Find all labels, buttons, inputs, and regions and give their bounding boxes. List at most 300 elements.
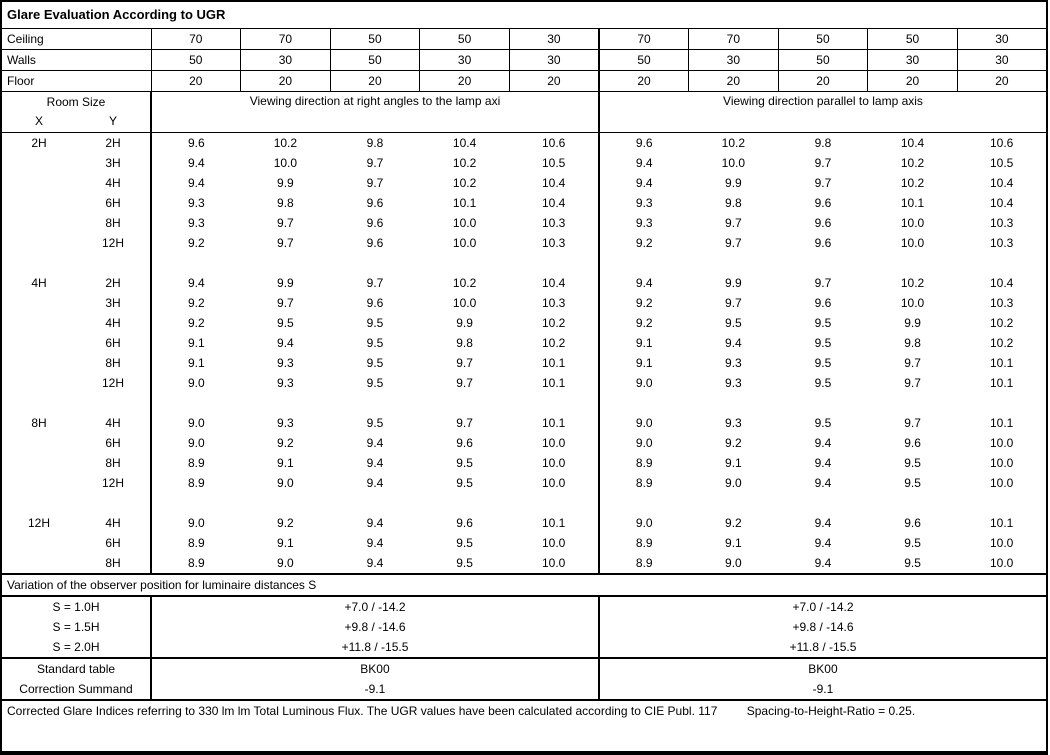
surface-value: 50 (868, 29, 958, 50)
ugr-value: 9.4 (814, 436, 832, 450)
spacer-cell (151, 393, 241, 413)
ugr-value: 8.9 (187, 536, 205, 550)
ugr-x-label (1, 433, 76, 453)
spacer-cell (868, 253, 958, 273)
spacer-row (1, 493, 1047, 513)
ugr-value: 9.5 (814, 356, 832, 370)
ugr-value: 9.5 (904, 556, 921, 570)
summary-label: Correction Summand (1, 679, 151, 700)
ugr-y-label: 6H (76, 433, 151, 453)
ugr-y-label: 3H (76, 153, 151, 173)
ugr-value: 10.3 (541, 296, 566, 310)
ugr-x-label: 2H (31, 136, 47, 150)
ugr-x-label (1, 313, 76, 333)
summary-value-left: BK00 (151, 658, 599, 679)
ugr-value: 10.1 (452, 196, 477, 210)
surface-value: 50 (151, 50, 241, 71)
ugr-value: 10.4 (989, 196, 1014, 210)
ugr-x-label (1, 373, 76, 393)
ugr-value: 9.3 (277, 416, 294, 430)
observer-variation-row (1, 617, 1047, 637)
ugr-value: 8.9 (599, 473, 689, 493)
page-title: Glare Evaluation According to UGR (1, 1, 1047, 29)
spacer-cell (509, 393, 599, 413)
ugr-value: 9.5 (814, 336, 832, 350)
surface-row (1, 50, 1047, 71)
ugr-x-label (1, 153, 76, 173)
ugr-value: 9.4 (814, 536, 832, 550)
ugr-value: 9.5 (725, 316, 742, 330)
spacer-cell (330, 393, 420, 413)
ugr-value: 10.1 (989, 356, 1014, 370)
ugr-value: 9.4 (187, 276, 205, 290)
ugr-value: 9.1 (599, 353, 689, 373)
surface-value: 30 (509, 29, 599, 50)
spacer-row (1, 253, 1047, 273)
ugr-row (1, 373, 1047, 393)
surface-label: Walls (1, 50, 151, 71)
ugr-value: 10.4 (989, 176, 1014, 190)
ugr-value: 9.5 (366, 336, 384, 350)
surface-value: 20 (241, 71, 331, 92)
room-size-x-label: X (34, 114, 43, 128)
ugr-y-label: 4H (76, 173, 151, 193)
ugr-value: 9.2 (277, 436, 294, 450)
observer-variation-row (1, 596, 1047, 617)
surface-value: 20 (778, 71, 868, 92)
ugr-value: 9.2 (187, 316, 205, 330)
ugr-row (1, 473, 1047, 493)
spacer-cell (330, 253, 420, 273)
ugr-value: 9.2 (187, 296, 205, 310)
ugr-value: 10.0 (541, 436, 566, 450)
surface-value: 30 (241, 50, 331, 71)
ugr-y-label: 12H (76, 373, 151, 393)
ugr-y-label: 12H (76, 233, 151, 253)
surface-value: 20 (868, 71, 958, 92)
ugr-y-label: 12H (76, 473, 151, 493)
table-title-row (1, 1, 1047, 29)
footer-note: Corrected Glare Indices referring to 330 lm lm Total Luminous Flux. The UGR values have been calculated according to CIE Publ. 117 (7, 704, 718, 718)
ugr-value: 10.2 (452, 176, 477, 190)
ugr-value: 9.3 (725, 376, 742, 390)
ugr-value: 9.5 (814, 376, 832, 390)
observer-variation-value-left: +7.0 / -14.2 (344, 600, 406, 614)
ugr-value: 9.6 (814, 196, 832, 210)
ugr-row (1, 413, 1047, 433)
ugr-value: 9.9 (277, 176, 294, 190)
ugr-row (1, 513, 1047, 533)
ugr-value: 9.5 (456, 556, 473, 570)
surface-value: 70 (689, 29, 779, 50)
ugr-value: 8.9 (187, 456, 205, 470)
ugr-value: 9.0 (599, 373, 689, 393)
ugr-value: 9.6 (366, 216, 384, 230)
spacer-cell (330, 493, 420, 513)
spacer-cell (241, 493, 331, 513)
ugr-value: 9.4 (814, 556, 832, 570)
ugr-x-label (1, 473, 76, 493)
ugr-value: 10.2 (900, 156, 925, 170)
ugr-value: 9.3 (187, 196, 205, 210)
ugr-y-label: 8H (76, 353, 151, 373)
ugr-value: 9.4 (366, 456, 384, 470)
spacer-cell (778, 493, 868, 513)
ugr-value: 9.8 (366, 136, 384, 150)
ugr-value: 9.8 (277, 196, 294, 210)
ugr-value: 9.7 (366, 176, 384, 190)
spacer-cell (76, 253, 151, 273)
ugr-row (1, 533, 1047, 553)
ugr-value: 9.7 (904, 376, 921, 390)
surface-value: 20 (689, 71, 779, 92)
spacer-cell (599, 493, 689, 513)
ugr-value: 9.8 (814, 136, 832, 150)
ugr-value: 10.3 (541, 216, 566, 230)
ugr-row (1, 213, 1047, 233)
ugr-value: 9.5 (366, 376, 384, 390)
ugr-value: 9.4 (366, 516, 384, 530)
ugr-x-label (1, 293, 76, 313)
ugr-value: 9.6 (456, 516, 473, 530)
spacer-cell (420, 393, 510, 413)
ugr-x-label (1, 333, 76, 353)
summary-value-right: -9.1 (599, 679, 1047, 700)
ugr-value: 9.5 (904, 536, 921, 550)
ugr-row (1, 313, 1047, 333)
surface-value: 70 (241, 29, 331, 50)
ugr-value: 10.2 (541, 316, 566, 330)
ugr-value: 9.8 (725, 196, 742, 210)
ugr-value: 9.2 (725, 436, 742, 450)
ugr-value: 10.0 (989, 436, 1014, 450)
surface-value: 20 (151, 71, 241, 92)
ugr-value: 10.1 (541, 356, 566, 370)
section-header-parallel: Viewing direction parallel to lamp axis (599, 92, 1047, 133)
ugr-row (1, 193, 1047, 213)
ugr-value: 10.2 (989, 316, 1014, 330)
ugr-value: 9.8 (456, 336, 473, 350)
ugr-value: 9.5 (366, 316, 384, 330)
room-size-label: Room Size (46, 95, 106, 109)
ugr-x-label: 8H (31, 416, 47, 430)
ugr-row (1, 273, 1047, 293)
ugr-value: 9.0 (277, 556, 294, 570)
ugr-row (1, 173, 1047, 193)
ugr-value: 10.1 (541, 416, 566, 430)
surface-value: 30 (868, 50, 958, 71)
ugr-value: 9.2 (599, 293, 689, 313)
ugr-row (1, 333, 1047, 353)
spacer-cell (509, 493, 599, 513)
ugr-value: 9.7 (277, 236, 294, 250)
ugr-value: 10.3 (989, 216, 1014, 230)
ugr-value: 9.7 (366, 156, 384, 170)
ugr-value: 9.0 (277, 476, 294, 490)
surface-value: 50 (330, 29, 420, 50)
room-size-axes (2, 112, 150, 132)
ugr-y-label: 6H (76, 333, 151, 353)
room-size-y-label: Y (108, 114, 117, 128)
ugr-value: 10.0 (989, 536, 1014, 550)
ugr-row (1, 353, 1047, 373)
spacer-cell (778, 253, 868, 273)
summary-rows (1, 658, 1047, 700)
ugr-value: 10.3 (989, 296, 1014, 310)
observer-variation-value-right: +7.0 / -14.2 (599, 596, 1047, 617)
ugr-value: 9.4 (366, 436, 384, 450)
spacer-cell (599, 393, 689, 413)
ugr-value: 9.4 (599, 173, 689, 193)
ugr-x-label (1, 453, 76, 473)
spacer-cell (599, 253, 689, 273)
ugr-value: 9.6 (904, 436, 921, 450)
ugr-value: 9.1 (725, 456, 742, 470)
ugr-value: 9.5 (456, 476, 473, 490)
ugr-value: 9.5 (456, 536, 473, 550)
summary-label: Standard table (1, 658, 151, 679)
ugr-value: 10.0 (900, 216, 925, 230)
summary-row (1, 658, 1047, 679)
ugr-value: 10.4 (541, 176, 566, 190)
ugr-value: 9.7 (366, 276, 384, 290)
ugr-value: 8.9 (187, 476, 205, 490)
spacer-cell (689, 393, 779, 413)
ugr-value: 10.1 (900, 196, 925, 210)
section-header-right-angles: Viewing direction at right angles to the lamp axi (151, 92, 599, 133)
ugr-value: 10.4 (541, 276, 566, 290)
surface-value: 30 (420, 50, 510, 71)
surface-value: 30 (957, 29, 1047, 50)
ugr-value: 8.9 (599, 453, 689, 473)
ugr-value: 9.4 (599, 273, 689, 293)
ugr-value: 10.0 (452, 216, 477, 230)
ugr-value: 9.0 (599, 413, 689, 433)
ugr-value: 10.2 (721, 136, 746, 150)
ugr-value: 9.6 (366, 196, 384, 210)
ugr-value: 10.4 (900, 136, 925, 150)
ugr-value: 9.3 (187, 216, 205, 230)
ugr-value: 10.0 (989, 556, 1014, 570)
ugr-value: 9.4 (725, 336, 742, 350)
ugr-value: 9.7 (904, 416, 921, 430)
ugr-value: 9.1 (277, 536, 294, 550)
summary-value-left: -9.1 (364, 682, 386, 696)
ugr-value: 9.6 (814, 296, 832, 310)
ugr-y-label: 4H (76, 413, 151, 433)
ugr-value: 9.3 (599, 193, 689, 213)
surface-label: Ceiling (1, 29, 151, 50)
ugr-value: 9.3 (599, 213, 689, 233)
surface-value: 20 (509, 71, 599, 92)
spacer-cell (689, 253, 779, 273)
ugr-value: 9.2 (599, 313, 689, 333)
ugr-value: 9.7 (456, 356, 473, 370)
ugr-value: 10.6 (989, 136, 1014, 150)
observer-variation-rows (1, 596, 1047, 658)
ugr-x-label: 4H (31, 276, 47, 290)
ugr-value: 9.6 (904, 516, 921, 530)
observer-variation-value-left: +11.8 / -15.5 (341, 640, 409, 654)
room-size-header (1, 92, 151, 133)
ugr-value: 9.5 (904, 456, 921, 470)
footer-row (1, 700, 1047, 753)
observer-variation-row (1, 637, 1047, 658)
observer-variation-value-left: +9.8 / -14.6 (344, 620, 406, 634)
ugr-value: 9.0 (599, 513, 689, 533)
ugr-value: 10.4 (989, 276, 1014, 290)
ugr-x-label: 12H (27, 516, 50, 530)
spacing-height-ratio: Spacing-to-Height-Ratio = 0.25. (746, 704, 916, 718)
ugr-y-label: 6H (76, 533, 151, 553)
ugr-value: 9.5 (456, 456, 473, 470)
ugr-value: 9.5 (814, 416, 832, 430)
surface-value: 20 (957, 71, 1047, 92)
ugr-value: 9.6 (814, 216, 832, 230)
ugr-value: 9.2 (725, 516, 742, 530)
ugr-value: 10.5 (541, 156, 566, 170)
ugr-value: 9.5 (366, 356, 384, 370)
ugr-value: 10.0 (541, 556, 566, 570)
ugr-value: 9.6 (456, 436, 473, 450)
ugr-value: 9.0 (725, 556, 742, 570)
ugr-value: 9.9 (456, 316, 473, 330)
ugr-value: 10.3 (989, 236, 1014, 250)
ugr-value: 10.2 (900, 176, 925, 190)
ugr-x-label (1, 193, 76, 213)
ugr-value: 9.3 (277, 376, 294, 390)
ugr-y-label: 8H (76, 213, 151, 233)
ugr-value: 10.2 (989, 336, 1014, 350)
ugr-value: 9.9 (277, 276, 294, 290)
ugr-y-label: 3H (76, 293, 151, 313)
ugr-value: 9.0 (187, 376, 205, 390)
ugr-value: 10.0 (452, 296, 477, 310)
ugr-value: 9.3 (725, 416, 742, 430)
ugr-y-label: 4H (76, 513, 151, 533)
ugr-value: 10.5 (989, 156, 1014, 170)
surface-value: 70 (599, 29, 689, 50)
spacer-cell (420, 253, 510, 273)
ugr-x-label (1, 533, 76, 553)
ugr-y-label: 2H (76, 273, 151, 293)
ugr-value: 9.0 (187, 436, 205, 450)
ugr-value: 9.3 (277, 356, 294, 370)
spacer-cell (76, 393, 151, 413)
ugr-value: 9.9 (904, 316, 921, 330)
spacer-cell (868, 493, 958, 513)
ugr-value: 9.0 (725, 476, 742, 490)
spacer-cell (509, 253, 599, 273)
ugr-value: 10.2 (452, 276, 477, 290)
ugr-value: 9.7 (814, 176, 832, 190)
ugr-value: 10.1 (989, 416, 1014, 430)
ugr-y-label: 8H (76, 453, 151, 473)
observer-variation-value-right: +9.8 / -14.6 (599, 617, 1047, 637)
ugr-value: 9.2 (277, 516, 294, 530)
ugr-value: 10.0 (989, 456, 1014, 470)
ugr-value: 10.1 (541, 516, 566, 530)
ugr-value: 9.1 (277, 456, 294, 470)
ugr-value: 10.0 (452, 236, 477, 250)
ugr-value: 9.7 (725, 216, 742, 230)
ugr-value: 9.2 (187, 236, 205, 250)
ugr-row (1, 553, 1047, 574)
ugr-row (1, 453, 1047, 473)
ugr-value: 10.0 (273, 156, 298, 170)
summary-row (1, 679, 1047, 700)
surface-value: 50 (330, 50, 420, 71)
ugr-value: 9.7 (277, 296, 294, 310)
ugr-value: 10.0 (721, 156, 746, 170)
observer-variation-label: S = 2.0H (1, 637, 151, 658)
column-header-row (1, 92, 1047, 133)
ugr-value: 9.7 (456, 376, 473, 390)
ugr-value: 10.4 (541, 196, 566, 210)
spacer-cell (241, 253, 331, 273)
observer-variation-value-right: +11.8 / -15.5 (599, 637, 1047, 658)
ugr-value: 9.4 (814, 476, 832, 490)
spacer-cell (420, 493, 510, 513)
surface-value: 50 (599, 50, 689, 71)
surface-value: 50 (420, 29, 510, 50)
ugr-row (1, 233, 1047, 253)
ugr-value: 10.0 (900, 236, 925, 250)
spacer-cell (778, 393, 868, 413)
spacer-row (1, 393, 1047, 413)
ugr-x-label (1, 553, 76, 574)
ugr-value: 10.1 (989, 376, 1014, 390)
ugr-value: 9.5 (814, 316, 832, 330)
spacer-cell (957, 393, 1047, 413)
ugr-y-label: 4H (76, 313, 151, 333)
observer-variation-title-row (1, 574, 1047, 596)
ugr-row (1, 433, 1047, 453)
surface-value: 70 (151, 29, 241, 50)
ugr-value: 10.0 (989, 476, 1014, 490)
spacer-cell (1, 493, 76, 513)
ugr-value: 10.2 (273, 136, 298, 150)
ugr-value: 9.4 (366, 536, 384, 550)
ugr-value-rows (1, 133, 1047, 575)
ugr-value: 9.7 (904, 356, 921, 370)
ugr-value: 10.4 (452, 136, 477, 150)
ugr-row (1, 293, 1047, 313)
surface-value: 30 (689, 50, 779, 71)
ugr-value: 8.9 (599, 553, 689, 574)
surface-label: Floor (1, 71, 151, 92)
ugr-value: 8.9 (187, 556, 205, 570)
spacer-cell (241, 393, 331, 413)
surface-value: 50 (778, 50, 868, 71)
surface-value: 50 (778, 29, 868, 50)
ugr-value: 9.4 (277, 336, 294, 350)
ugr-value: 9.7 (814, 156, 832, 170)
observer-variation-title: Variation of the observer position for luminaire distances S (1, 574, 1047, 596)
ugr-value: 9.7 (725, 296, 742, 310)
ugr-value: 9.0 (187, 516, 205, 530)
ugr-y-label: 6H (76, 193, 151, 213)
ugr-value: 9.9 (725, 276, 742, 290)
ugr-value: 9.5 (904, 476, 921, 490)
ugr-row (1, 133, 1047, 154)
ugr-value: 9.0 (187, 416, 205, 430)
ugr-value: 9.4 (814, 516, 832, 530)
ugr-value: 9.4 (599, 153, 689, 173)
ugr-x-label (1, 173, 76, 193)
ugr-x-label (1, 213, 76, 233)
ugr-value: 9.7 (725, 236, 742, 250)
